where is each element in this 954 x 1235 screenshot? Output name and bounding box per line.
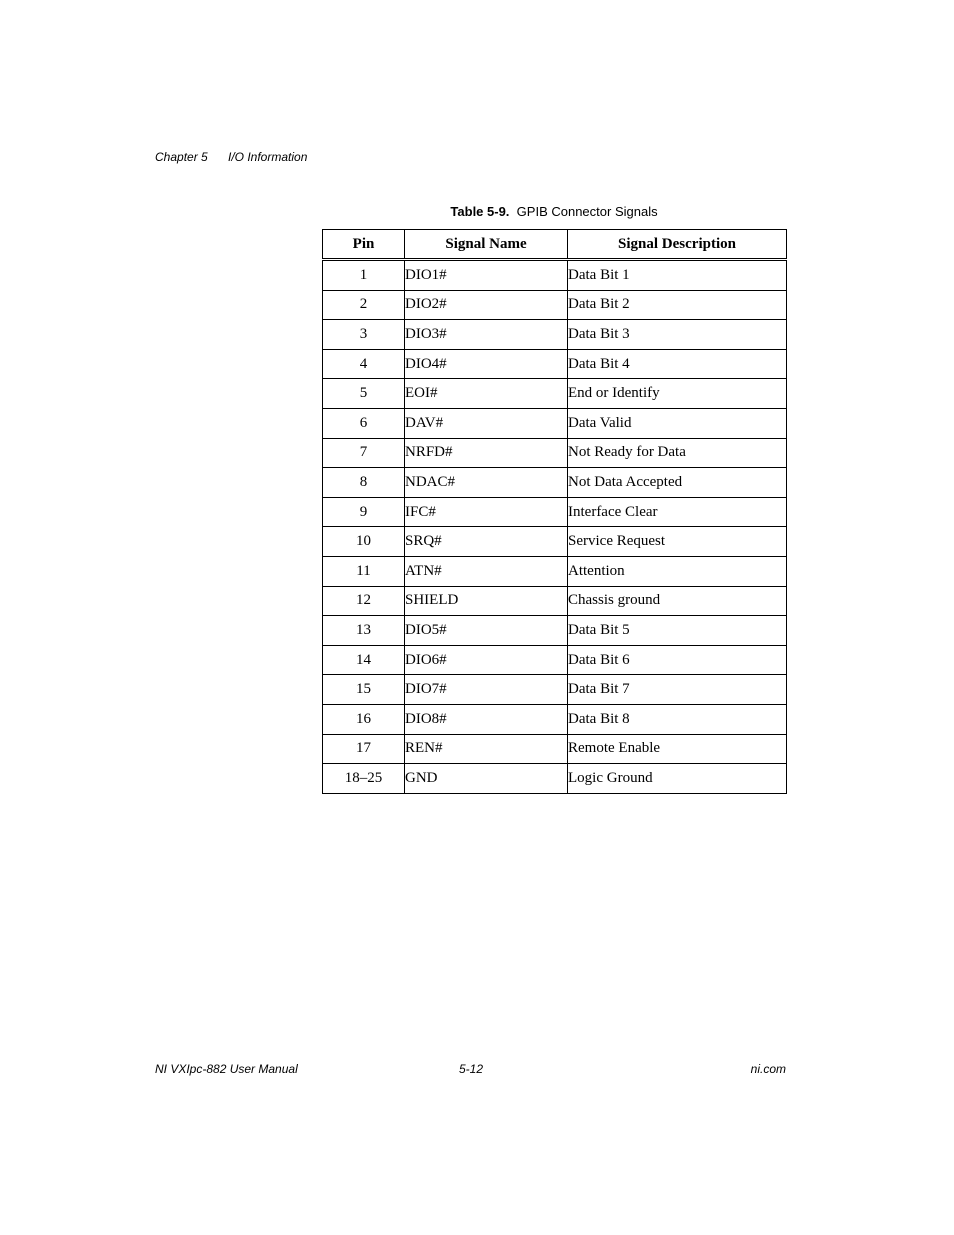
page-number: 5-12 xyxy=(459,1062,484,1076)
signal-name-cell: SHIELD xyxy=(405,586,568,616)
pin-cell: 7 xyxy=(323,438,405,468)
column-header-signal-description: Signal Description xyxy=(568,230,787,260)
chapter-label: Chapter 5 xyxy=(155,150,208,164)
signal-description-cell: Logic Ground xyxy=(568,764,787,794)
table-row xyxy=(323,734,787,764)
table-row xyxy=(323,556,787,586)
table-row xyxy=(323,379,787,409)
signal-description-cell: Data Bit 2 xyxy=(568,290,787,320)
column-header-signal-name: Signal Name xyxy=(405,230,568,260)
signal-name-cell: NRFD# xyxy=(405,438,568,468)
table-row xyxy=(323,764,787,794)
pin-cell: 3 xyxy=(323,320,405,350)
table-number: Table 5-9. xyxy=(450,204,510,219)
pin-cell: 5 xyxy=(323,379,405,409)
signal-description-cell: Interface Clear xyxy=(568,497,787,527)
signal-name-cell: DIO3# xyxy=(405,320,568,350)
column-header-pin: Pin xyxy=(323,230,405,260)
running-footer xyxy=(155,1062,786,1078)
pin-cell: 1 xyxy=(323,260,405,291)
signal-name-cell: NDAC# xyxy=(405,468,568,498)
table-row xyxy=(323,645,787,675)
signal-name-cell: DAV# xyxy=(405,408,568,438)
table-row xyxy=(323,497,787,527)
section-label: I/O Information xyxy=(228,150,308,164)
signal-description-cell: Service Request xyxy=(568,527,787,557)
gpib-signals-table xyxy=(322,229,787,794)
signal-description-cell: Not Data Accepted xyxy=(568,468,787,498)
signal-name-cell: DIO4# xyxy=(405,349,568,379)
signal-description-cell: Data Bit 8 xyxy=(568,704,787,734)
pin-cell: 6 xyxy=(323,408,405,438)
table-title: GPIB Connector Signals xyxy=(516,204,658,219)
signal-name-cell: DIO8# xyxy=(405,704,568,734)
pin-cell: 17 xyxy=(323,734,405,764)
table-row xyxy=(323,468,787,498)
table-caption xyxy=(322,204,786,219)
signal-description-cell: Attention xyxy=(568,556,787,586)
pin-cell: 16 xyxy=(323,704,405,734)
signal-description-cell: Data Bit 7 xyxy=(568,675,787,705)
signal-description-cell: Data Bit 6 xyxy=(568,645,787,675)
pin-cell: 2 xyxy=(323,290,405,320)
signal-name-cell: REN# xyxy=(405,734,568,764)
signal-name-cell: DIO1# xyxy=(405,260,568,291)
signal-name-cell: EOI# xyxy=(405,379,568,409)
signal-name-cell: DIO7# xyxy=(405,675,568,705)
running-header xyxy=(155,150,307,164)
table-row xyxy=(323,586,787,616)
pin-cell: 12 xyxy=(323,586,405,616)
table-row xyxy=(323,408,787,438)
signal-description-cell: Data Bit 3 xyxy=(568,320,787,350)
signal-name-cell: DIO2# xyxy=(405,290,568,320)
signal-name-cell: ATN# xyxy=(405,556,568,586)
table-header-row xyxy=(323,230,787,260)
manual-title: NI VXIpc-882 User Manual xyxy=(155,1062,298,1076)
signal-name-cell: DIO5# xyxy=(405,616,568,646)
website: ni.com xyxy=(750,1062,786,1076)
pin-cell: 15 xyxy=(323,675,405,705)
signal-description-cell: Data Bit 5 xyxy=(568,616,787,646)
signal-name-cell: IFC# xyxy=(405,497,568,527)
signal-description-cell: Data Valid xyxy=(568,408,787,438)
pin-cell: 8 xyxy=(323,468,405,498)
pin-cell: 10 xyxy=(323,527,405,557)
table-row xyxy=(323,438,787,468)
signal-name-cell: SRQ# xyxy=(405,527,568,557)
signal-description-cell: Data Bit 1 xyxy=(568,260,787,291)
table-row xyxy=(323,527,787,557)
signal-description-cell: Chassis ground xyxy=(568,586,787,616)
signal-description-cell: Data Bit 4 xyxy=(568,349,787,379)
table-row xyxy=(323,320,787,350)
pin-cell: 14 xyxy=(323,645,405,675)
table-row xyxy=(323,704,787,734)
signal-description-cell: End or Identify xyxy=(568,379,787,409)
table-row xyxy=(323,349,787,379)
pin-cell: 18–25 xyxy=(323,764,405,794)
pin-cell: 13 xyxy=(323,616,405,646)
signal-name-cell: GND xyxy=(405,764,568,794)
table-row xyxy=(323,290,787,320)
table-row xyxy=(323,675,787,705)
pin-cell: 9 xyxy=(323,497,405,527)
signal-description-cell: Remote Enable xyxy=(568,734,787,764)
signal-description-cell: Not Ready for Data xyxy=(568,438,787,468)
pin-cell: 11 xyxy=(323,556,405,586)
table-row xyxy=(323,260,787,291)
pin-cell: 4 xyxy=(323,349,405,379)
table-row xyxy=(323,616,787,646)
signal-name-cell: DIO6# xyxy=(405,645,568,675)
